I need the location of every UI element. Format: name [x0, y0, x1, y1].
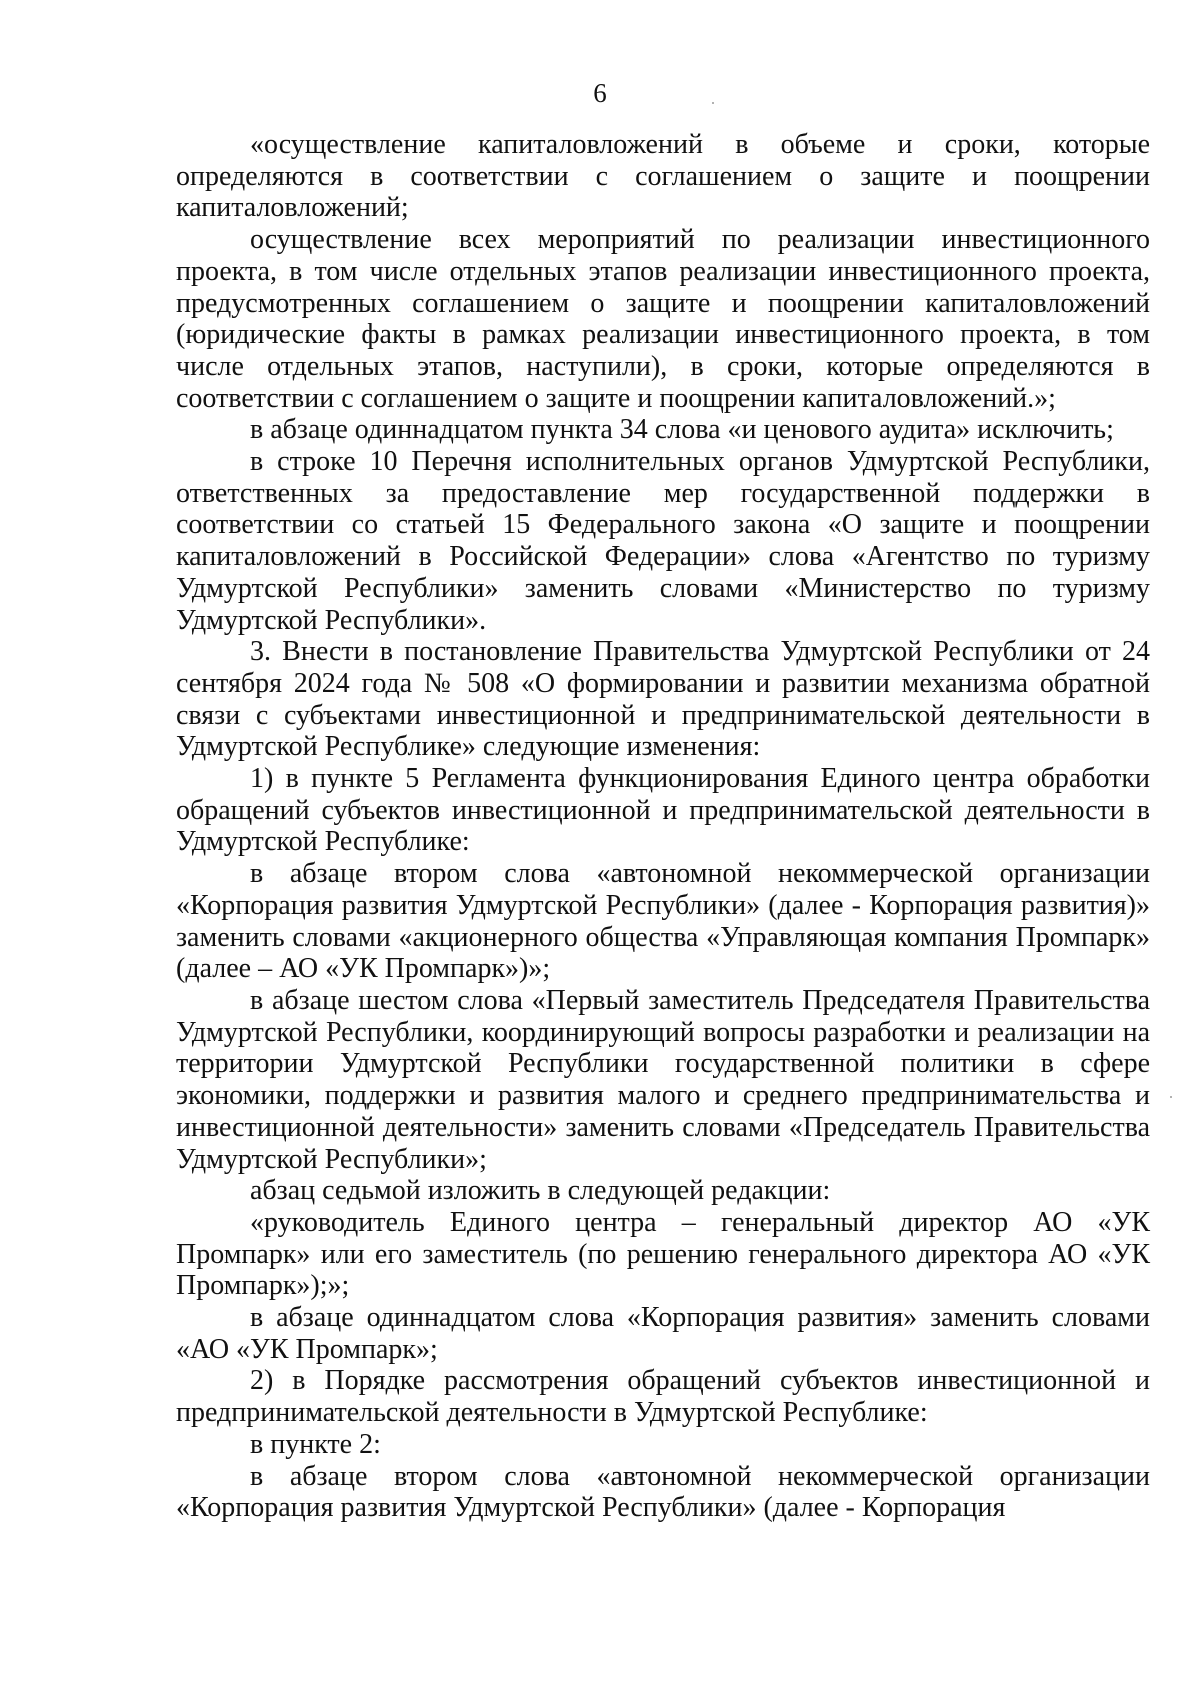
scan-speck [712, 102, 714, 104]
paragraph-seventh-abzac: абзац седьмой изложить в следующей редакции: [250, 1175, 831, 1207]
paragraph-eleventh-abzac: в абзаце одиннадцатом слова «Корпорация развития» заменить словами «АО «УК Промпарк»; [176, 1302, 1150, 1365]
paragraph-sixth-abzac: в абзаце шестом слова «Первый заместитель Председателя Правительства Удмуртской Республики, координирующий вопросы разработки и реализации на территории Удмуртской Республики государственной политики в сфере экономики, поддержки и развития малого и среднего предпринимательства и инвестиционной деятельности» заменить словами «Председатель Правительства Удмуртской Республики»; [176, 984, 1150, 1175]
document-body [176, 129, 1150, 1524]
paragraph-subsection-2: 2) в Порядке рассмотрения обращений субъектов инвестиционной и предпринимательской деятельности в Удмуртской Республике: [176, 1365, 1150, 1429]
page-number: 6 [593, 78, 607, 108]
paragraph-line-10-amendment: в строке 10 Перечня исполнительных органов Удмуртской Республики, ответственных за предоставление мер государственной поддержки в соответствии со статьей 15 Федерального закона «О защите и поощрении капиталовложений в Российской Федерации» слова «Агентство по туризму Удмуртской Республики» заменить словами «Министерство по туризму Удмуртской Республики». [176, 446, 1150, 636]
paragraph-subsection-1: 1) в пункте 5 Регламента функционирования Единого центра обработки обращений субъектов инвестиционной и предпринимательской деятельности в Удмуртской Республике: [176, 763, 1150, 858]
scan-speck [1170, 1096, 1172, 1098]
paragraph-center-head: «руководитель Единого центра – генеральный директор АО «УК Промпарк» или его заместитель (по решению генерального директора АО «УК Промпарк»);»; [176, 1206, 1150, 1302]
paragraph-item-2: в пункте 2: [250, 1428, 381, 1460]
paragraph-investment-project-activities: осуществление всех мероприятий по реализации инвестиционного проекта, в том числе отдельных этапов реализации инвестиционного проекта, предусмотренных соглашением о защите и поощрении капиталовложений (юридические факты в рамках реализации инвестиционного проекта, в том числе отдельных этапов, наступили), в сроки, которые определяются в соответствии с соглашением о защите и поощрении капиталовложений.»; [176, 224, 1150, 414]
paragraph-second-abzac-continued: в абзаце втором слова «автономной некоммерческой организации «Корпорация развития Удмуртской Республики» (далее - Корпорация [176, 1460, 1150, 1524]
paragraph-second-abzac: в абзаце втором слова «автономной некоммерческой организации «Корпорация развития Удмуртской Республики» (далее - Корпорация развития)» заменить словами «акционерного общества «Управляющая компания Промпарк» (далее – АО «УК Промпарк»)»; [176, 858, 1150, 985]
paragraph-section-3: 3. Внести в постановление Правительства Удмуртской Республики от 24 сентября 2024 года № 508 «О формировании и развитии механизма обратной связи с субъектами инвестиционной и предпринимательской деятельности в Удмуртской Республике» следующие изменения: [176, 636, 1150, 763]
paragraph-item-34-amendment: в абзаце одиннадцатом пункта 34 слова «и ценового аудита» исключить; [250, 414, 1114, 446]
paragraph-investment-terms: «осуществление капиталовложений в объеме и сроки, которые определяются в соответствии с соглашением о защите и поощрении капиталовложений; [176, 129, 1150, 224]
